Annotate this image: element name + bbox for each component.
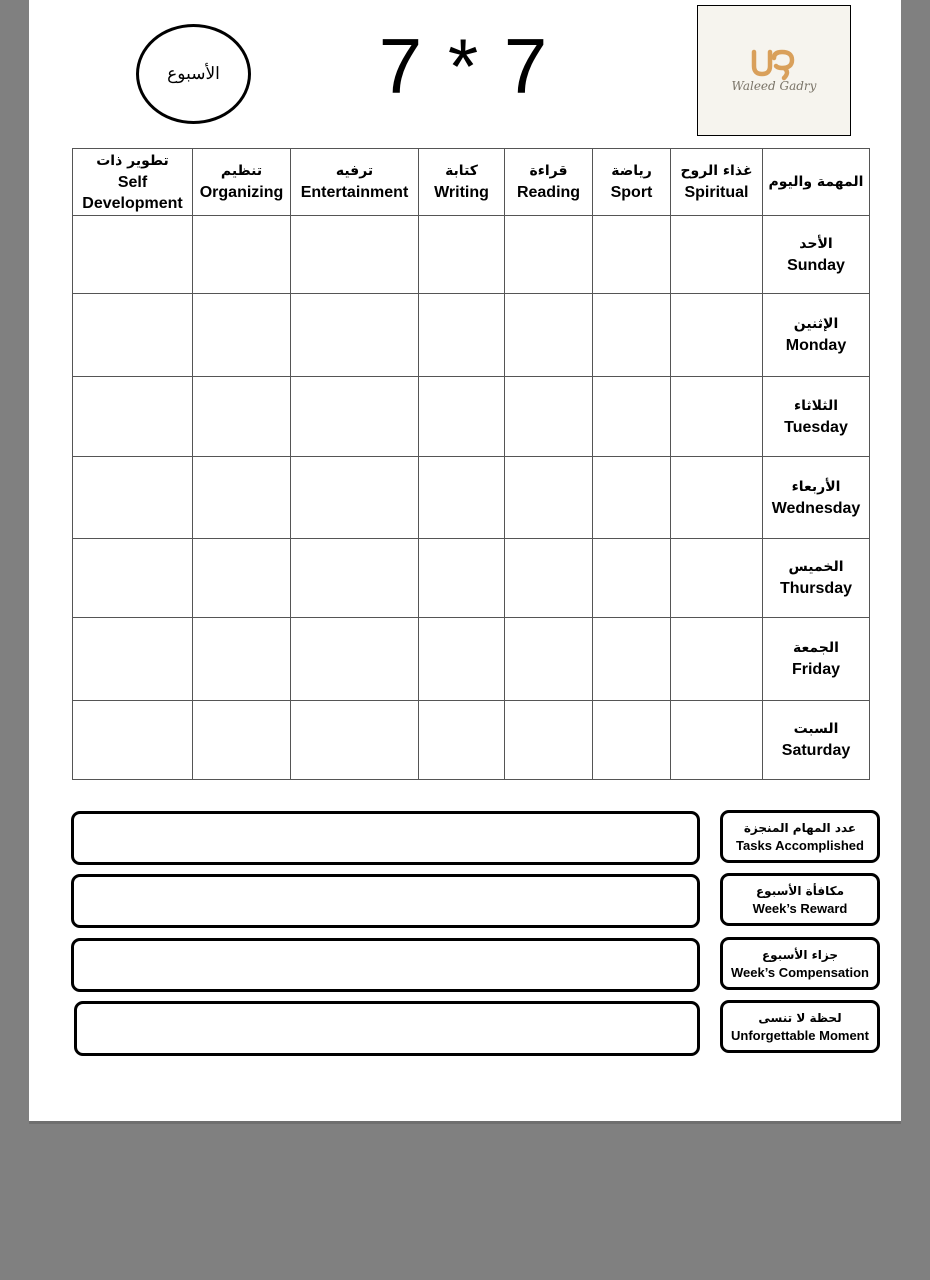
task-cell[interactable] (671, 457, 763, 539)
table-row (73, 294, 870, 377)
column-header-entertainment: ترفيه Entertainment (291, 149, 419, 216)
column-header-self-development: تطوير ذات Self Development (73, 149, 193, 216)
task-cell[interactable] (505, 539, 593, 618)
table-row (73, 539, 870, 618)
task-cell[interactable] (419, 539, 505, 618)
task-cell[interactable] (593, 618, 671, 701)
task-cell[interactable] (419, 377, 505, 457)
task-cell[interactable] (73, 618, 193, 701)
column-header-sport: رياضة Sport (593, 149, 671, 216)
day-label-monday: الإثنين Monday (763, 294, 870, 377)
weeks-reward-label: مكافأة الأسبوع Week’s Reward (720, 873, 880, 926)
task-cell[interactable] (593, 701, 671, 780)
tasks-accomplished-label: عدد المهام المنجزة Tasks Accomplished (720, 810, 880, 863)
brand-logo (697, 5, 851, 136)
task-cell[interactable] (671, 216, 763, 294)
task-cell[interactable] (291, 618, 419, 701)
column-header-task-day: المهمة واليوم (763, 149, 870, 216)
task-cell[interactable] (419, 701, 505, 780)
task-cell[interactable] (505, 618, 593, 701)
task-cell[interactable] (291, 377, 419, 457)
task-cell[interactable] (593, 457, 671, 539)
task-cell[interactable] (193, 377, 291, 457)
page-shadow (29, 1121, 901, 1124)
page-title: 7 * 7 (378, 22, 550, 110)
task-cell[interactable] (193, 294, 291, 377)
weeks-compensation-label: جزاء الأسبوع Week’s Compensation (720, 937, 880, 990)
day-label-thursday: الخميس Thursday (763, 539, 870, 618)
day-label-wednesday: الأربعاء Wednesday (763, 457, 870, 539)
task-cell[interactable] (671, 539, 763, 618)
task-cell[interactable] (505, 457, 593, 539)
day-label-tuesday: الثلاثاء Tuesday (763, 377, 870, 457)
task-cell[interactable] (671, 377, 763, 457)
task-cell[interactable] (193, 457, 291, 539)
column-header-reading: قراءة Reading (505, 149, 593, 216)
day-label-friday: الجمعة Friday (763, 618, 870, 701)
week-oval[interactable] (136, 24, 251, 124)
task-cell[interactable] (291, 701, 419, 780)
table-row (73, 701, 870, 780)
task-cell[interactable] (291, 294, 419, 377)
task-cell[interactable] (419, 294, 505, 377)
unforgettable-moment-label: لحظة لا تنسى Unforgettable Moment (720, 1000, 880, 1053)
task-cell[interactable] (73, 457, 193, 539)
task-cell[interactable] (593, 377, 671, 457)
table-row (73, 457, 870, 539)
task-cell[interactable] (419, 457, 505, 539)
task-cell[interactable] (505, 377, 593, 457)
task-cell[interactable] (73, 539, 193, 618)
task-cell[interactable] (671, 294, 763, 377)
task-cell[interactable] (505, 294, 593, 377)
task-cell[interactable] (671, 618, 763, 701)
weekly-task-table (72, 148, 870, 780)
task-cell[interactable] (193, 701, 291, 780)
task-cell[interactable] (593, 294, 671, 377)
task-cell[interactable] (193, 216, 291, 294)
task-cell[interactable] (593, 216, 671, 294)
tasks-accomplished-input[interactable] (71, 811, 700, 865)
task-cell[interactable] (193, 539, 291, 618)
week-label: الأسبوع (167, 64, 220, 84)
task-cell[interactable] (73, 216, 193, 294)
weeks-reward-input[interactable] (71, 874, 700, 928)
task-cell[interactable] (419, 618, 505, 701)
task-cell[interactable] (671, 701, 763, 780)
table-row (73, 216, 870, 294)
table-row (73, 618, 870, 701)
task-cell[interactable] (593, 539, 671, 618)
task-cell[interactable] (73, 377, 193, 457)
task-cell[interactable] (291, 539, 419, 618)
logo-text: Waleed Gadry (731, 79, 817, 93)
task-cell[interactable] (73, 701, 193, 780)
task-cell[interactable] (419, 216, 505, 294)
worksheet-page (29, 0, 901, 1121)
day-label-saturday: السبت Saturday (763, 701, 870, 780)
unforgettable-moment-input[interactable] (74, 1001, 700, 1056)
task-cell[interactable] (193, 618, 291, 701)
task-cell[interactable] (291, 216, 419, 294)
table-row (73, 377, 870, 457)
column-header-spiritual: غذاء الروح Spiritual (671, 149, 763, 216)
day-label-sunday: الأحد Sunday (763, 216, 870, 294)
task-cell[interactable] (505, 701, 593, 780)
task-cell[interactable] (291, 457, 419, 539)
logo-mark-icon (748, 44, 804, 84)
table-header-row (73, 149, 870, 216)
column-header-organizing: تنظيم Organizing (193, 149, 291, 216)
column-header-writing: كتابة Writing (419, 149, 505, 216)
task-cell[interactable] (505, 216, 593, 294)
task-cell[interactable] (73, 294, 193, 377)
weeks-compensation-input[interactable] (71, 938, 700, 992)
